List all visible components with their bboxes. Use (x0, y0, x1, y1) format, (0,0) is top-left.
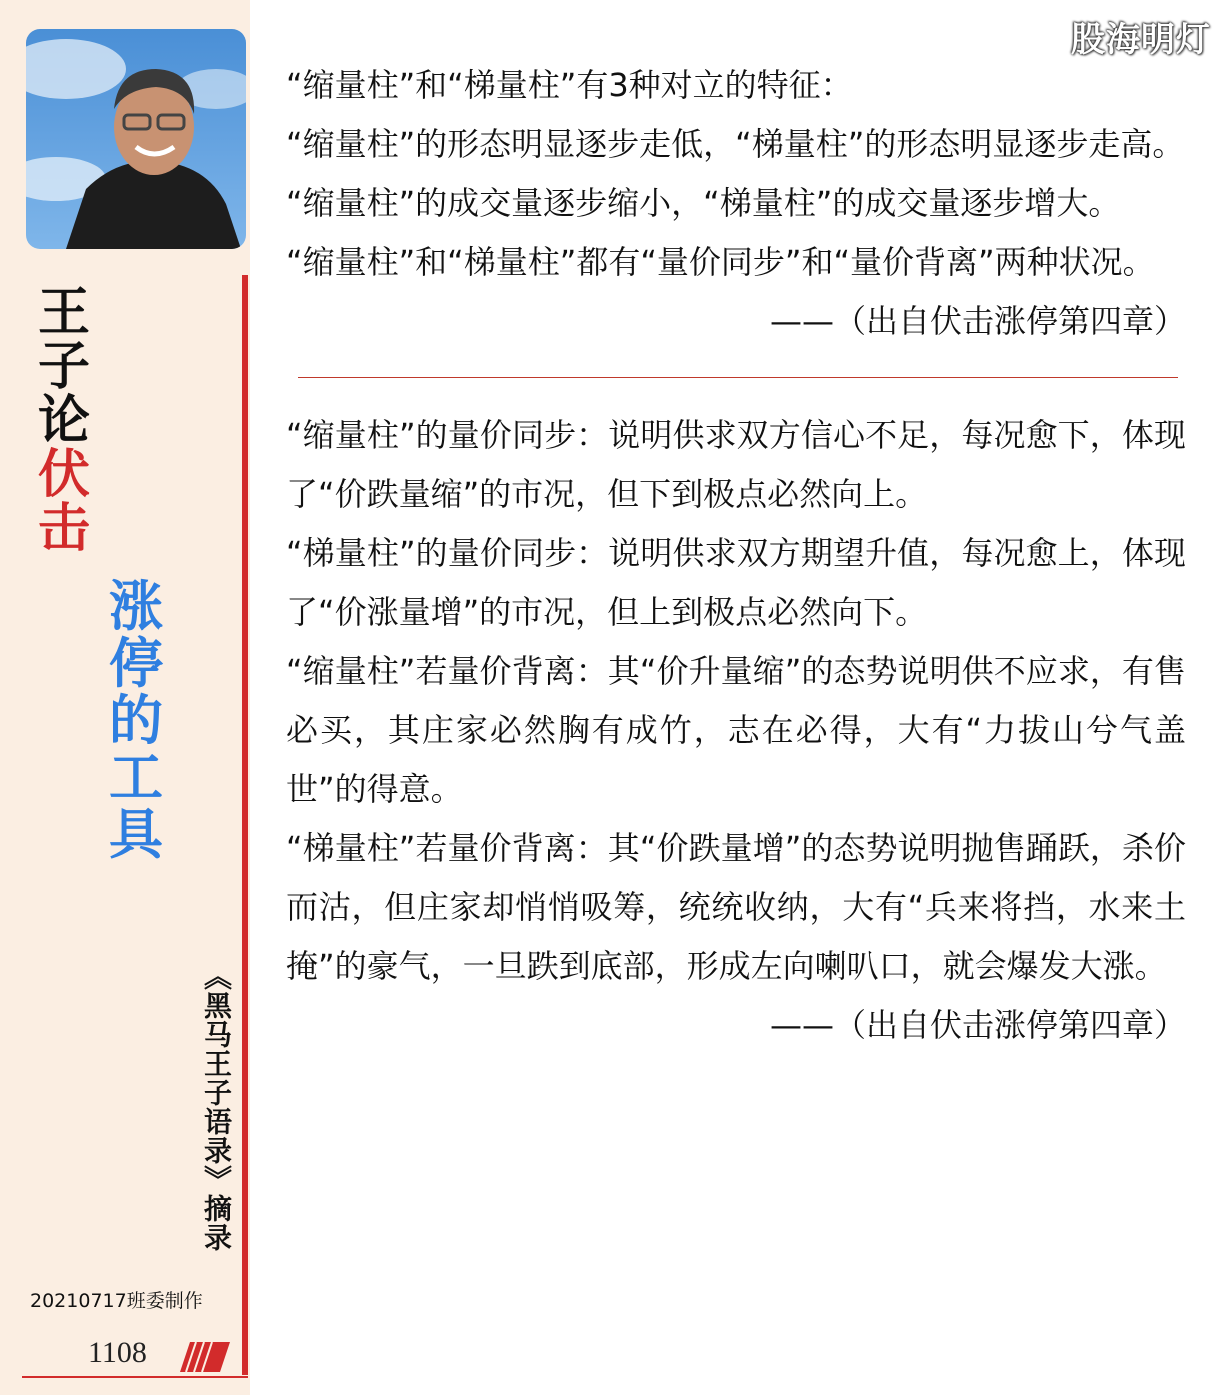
section-1 (286, 56, 1186, 351)
credit-line: 20210717班委制作 (30, 1290, 203, 1312)
main-content (286, 56, 1186, 1055)
paragraph: “缩量柱”和“梯量柱”都有“量价同步”和“量价背离”两种状况。 (286, 243, 1155, 281)
page-stripes-decoration (170, 1342, 232, 1372)
section-divider (298, 377, 1178, 378)
paragraph: “缩量柱”的形态明显逐步走低，“梯量柱”的形态明显逐步走高。 (286, 125, 1185, 163)
sidebar (0, 0, 250, 1395)
column-title-red: 伏击 (37, 444, 90, 559)
paragraph: “缩量柱”的成交量逐步缩小，“梯量柱”的成交量逐步增大。 (286, 184, 1121, 222)
book-excerpt-note: 《黑马王子语录》摘录 (200, 962, 233, 1252)
column-title (36, 282, 92, 559)
vertical-red-bar (242, 275, 248, 1375)
section-2 (286, 406, 1186, 1055)
paragraph: “梯量柱”若量价背离：其“价跌量增”的态势说明抛售踊跃，杀价而沽，但庄家却悄悄吸筹，统统收纳，大有“兵来将挡，水来土掩”的豪气，一旦跌到底部，形成左向喇叭口，就会爆发大涨。 (286, 829, 1186, 985)
paragraph: “缩量柱”若量价背离：其“价升量缩”的态势说明供不应求，有售必买，其庄家必然胸有成竹，志在必得，大有“力拔山兮气盖世”的得意。 (286, 652, 1186, 808)
watermark: 股海明灯 (1071, 20, 1211, 60)
column-subtitle: 涨停的工具 (109, 574, 163, 866)
source-citation: ——（出自伏击涨停第四章） (769, 1006, 1186, 1044)
paragraph: “梯量柱”的量价同步：说明供求双方期望升值，每况愈上，体现了“价涨量增”的市况，但上到极点必然向下。 (286, 534, 1186, 631)
paragraph: “缩量柱”的量价同步：说明供求双方信心不足，每况愈下，体现了“价跌量缩”的市况，但下到极点必然向上。 (286, 416, 1186, 513)
source-citation: ——（出自伏击涨停第四章） (769, 302, 1186, 340)
bottom-divider (22, 1376, 248, 1378)
page-number: 1108 (88, 1336, 147, 1369)
column-title-black: 王子论 (37, 282, 90, 451)
paragraph: “缩量柱”和“梯量柱”有3种对立的特征： (286, 66, 853, 104)
author-photo (26, 29, 246, 249)
